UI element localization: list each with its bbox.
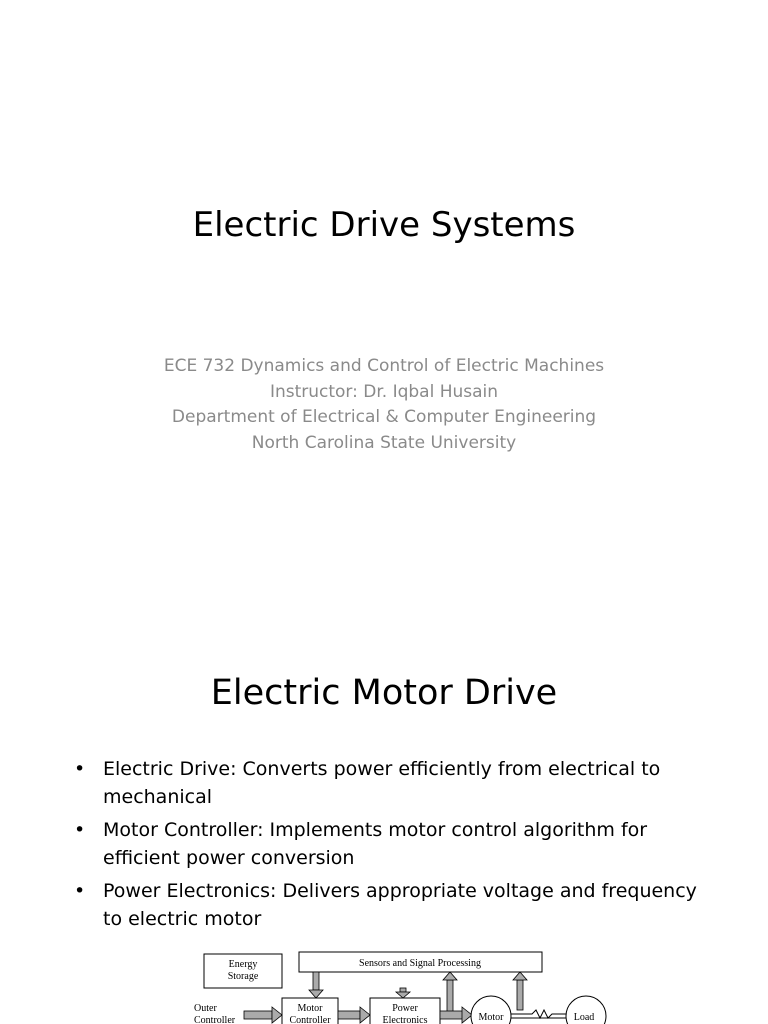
arrow-icon <box>513 972 527 1010</box>
bullet-text-line: mechanical <box>103 785 213 808</box>
bullet-icon: • <box>74 880 86 902</box>
university-line: North Carolina State University <box>251 432 517 453</box>
load-label: Load <box>573 1012 595 1023</box>
bullet-text-line: Power Electronics: Delivers appropriate voltage and frequency <box>103 880 697 902</box>
power-electronics-label: Electronics <box>382 1015 428 1024</box>
motor-controller-label: Controller <box>289 1015 331 1024</box>
course-line: ECE 732 Dynamics and Control of Electric Machines <box>163 356 605 376</box>
content-slide <box>0 632 768 1024</box>
power-electronics-block <box>370 998 440 1024</box>
arrow-icon <box>440 1007 472 1023</box>
motor-controller-label: Motor <box>297 1003 323 1014</box>
sensors-label: Sensors and Signal Processing <box>359 958 481 969</box>
energy-storage-block <box>204 954 282 988</box>
motor-block <box>471 996 511 1024</box>
sensors-block <box>299 952 542 972</box>
arrow-icon <box>396 988 410 998</box>
bullet-text-line: Electric Drive: Converts power efficiently from electrical to <box>103 758 661 780</box>
motor-controller-block <box>282 998 338 1024</box>
bullet-icon: • <box>74 819 86 841</box>
load-block <box>566 996 606 1024</box>
slide-subtitle <box>0 354 768 456</box>
shaft-coupling-icon <box>511 1010 566 1018</box>
bullet-text-line: to electric motor <box>103 907 262 930</box>
outer-controller-label: Controller <box>194 1015 236 1024</box>
arrow-icon <box>244 1007 282 1023</box>
arrow-icon <box>309 972 323 998</box>
arrow-icon <box>443 972 457 1012</box>
arrow-icon <box>338 1007 370 1023</box>
power-electronics-label: Power <box>392 1003 418 1014</box>
department-line: Department of Electrical & Computer Engineering <box>171 407 597 427</box>
instructor-line: Instructor: Dr. Iqbal Husain <box>269 381 499 402</box>
slide-title: Electric Drive Systems <box>192 205 576 245</box>
outer-controller-label: Outer <box>194 1003 217 1014</box>
drive-block-diagram <box>0 632 768 1024</box>
bullet-text-line: Motor Controller: Implements motor control algorithm for <box>103 819 648 841</box>
slide-title: Electric Motor Drive <box>210 673 558 713</box>
motor-label: Motor <box>478 1012 504 1023</box>
bullet-icon: • <box>74 758 86 780</box>
bullet-text-line: efficient power conversion <box>103 846 355 869</box>
energy-storage-label: Storage <box>227 971 259 982</box>
energy-storage-label: Energy <box>228 959 258 970</box>
